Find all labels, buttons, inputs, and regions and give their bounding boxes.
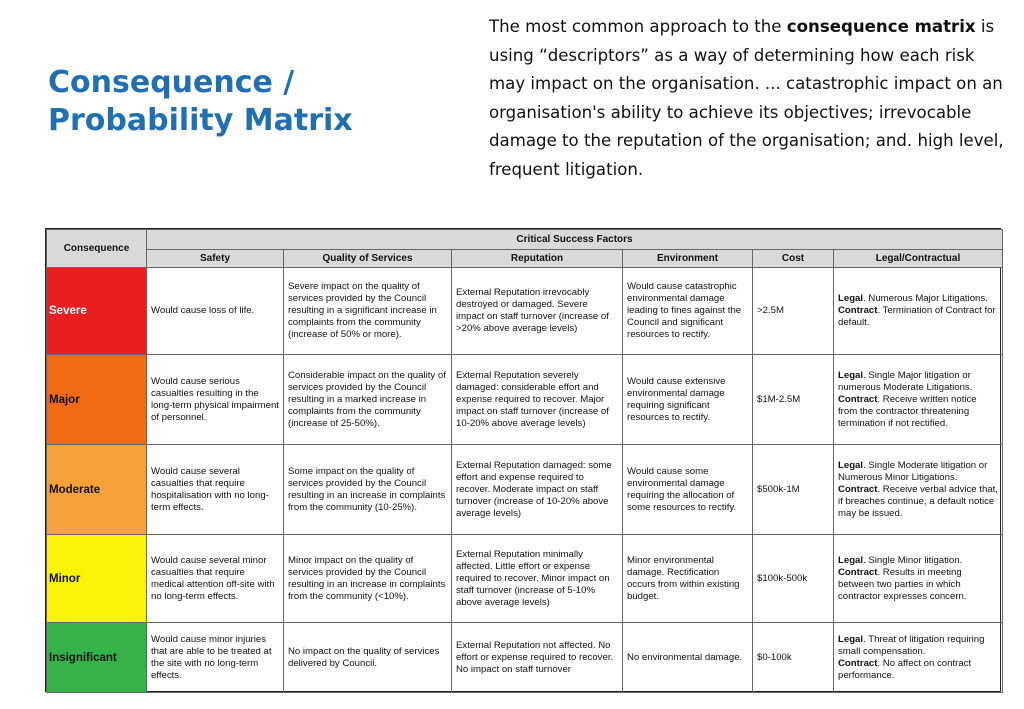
legal-label: Legal [838,633,864,645]
legal-line [838,460,998,484]
table-row [47,268,1003,355]
cell-environment: No environmental damage. [623,623,753,693]
cell-reputation: External Reputation severely damaged: considerable effort and expense required to recover. Major impact on staff turnover (increase of 10-20% above average levels) [452,355,623,445]
cell-safety: Would cause minor injuries that are able to be treated at the site with no long-term effects. [147,623,284,693]
legal-line [838,293,998,305]
intro-bold-term: consequence matrix [786,17,976,36]
cell-legal [834,623,1003,693]
legal-label: Legal [838,554,864,566]
cell-quality: Severe impact on the quality of services provided by the Council resulting in a significant increase in complaints from the community (increase of 50% or more). [284,268,452,355]
column-header-cost: Cost [753,250,834,268]
level-severe: Severe [47,268,147,355]
legal-label: Legal [838,369,864,381]
table-row [47,355,1003,445]
cell-reputation: External Reputation damaged: some effort and expense required to recover. Moderate impact on staff turnover (increase of 10-20% above average levels) [452,445,623,535]
cell-cost: >2.5M [753,268,834,355]
table-row [47,445,1003,535]
column-header-environment: Environment [623,250,753,268]
cell-legal [834,355,1003,445]
csf-header: Critical Success Factors [147,230,1003,250]
cell-legal [834,445,1003,535]
cell-cost: $500k-1M [753,445,834,535]
legal-label: Legal [838,459,864,471]
legal-label: Legal [838,293,864,304]
cell-environment: Would cause catastrophic environmental damage leading to fines against the Council and significant resources to rectify. [623,268,753,355]
contract-line [838,305,998,329]
contract-label: Contract [838,393,878,405]
cell-quality: Minor impact on the quality of services provided by the Council resulting in an increase in complaints from the community (<10%). [284,535,452,623]
contract-text: . Results in meeting between two parties in which contractor expresses concern. [838,566,967,602]
level-major: Major [47,355,147,445]
cell-quality: No impact on the quality of services delivered by Council. [284,623,452,693]
legal-text: . Single Moderate litigation or Numerous Minor Litigations. [838,459,988,483]
table-row [47,535,1003,623]
cell-legal [834,535,1003,623]
contract-line [838,484,998,520]
cell-cost: $1M-2.5M [753,355,834,445]
cell-reputation: External Reputation irrevocably destroyed or damaged. Severe impact on staff turnover (increase of >20% above average levels) [452,268,623,355]
legal-line [838,370,998,394]
contract-label: Contract [838,305,878,316]
cell-cost: $0-100k [753,623,834,693]
cell-safety: Would cause several minor casualties that require medical attention off-site with no long-term effects. [147,535,284,623]
contract-text: . Termination of Contract for default. [838,305,996,328]
contract-label: Contract [838,483,878,495]
cell-quality: Considerable impact on the quality of services provided by the Council resulting in a marked increase in complaints from the community (increase of 25-50%). [284,355,452,445]
legal-text: . Single Minor litigation. [863,554,963,566]
cell-environment: Minor environmental damage. Rectification occurs from within existing budget. [623,535,753,623]
contract-line [838,658,998,682]
page-title [48,64,428,140]
column-header-safety: Safety [147,250,284,268]
level-moderate: Moderate [47,445,147,535]
legal-text: . Threat of litigation requiring small compensation. [838,633,985,657]
cell-cost: $100k-500k [753,535,834,623]
legal-line [838,634,998,658]
contract-line [838,394,998,430]
matrix-table [46,229,1003,693]
intro-text-start: The most common approach to the [489,17,787,36]
cell-environment: Would cause extensive environmental damage requiring significant resources to rectify. [623,355,753,445]
contract-label: Contract [838,566,878,578]
intro-paragraph [489,13,1009,185]
column-header-legal: Legal/Contractual [834,250,1003,268]
consequence-header: Consequence [47,230,147,268]
contract-line [838,567,998,603]
intro-text-end: is using “descriptors” as a way of determining how each risk may impact on the organisation. ... catastrophic impact on an organisation's ability to achieve its objectives; irrevocable damage to the reputation of the organisation; and. high level, frequent litigation. [489,17,1004,179]
level-insignificant: Insignificant [47,623,147,693]
cell-reputation: External Reputation not affected. No effort or expense required to recover. No impact on staff turnover [452,623,623,693]
column-header-reputation: Reputation [452,250,623,268]
cell-legal [834,268,1003,355]
contract-label: Contract [838,657,878,669]
cell-safety: Would cause loss of life. [147,268,284,355]
contract-text: . No affect on contract performance. [838,657,972,681]
cell-safety: Would cause several casualties that require hospitalisation with no long-term effects. [147,445,284,535]
column-header-quality: Quality of Services [284,250,452,268]
page-title-line-2: Probability Matrix [48,103,353,138]
legal-line [838,555,998,567]
consequence-matrix [45,228,1001,692]
cell-environment: Would cause some environmental damage requiring the allocation of some resources to rectify. [623,445,753,535]
cell-safety: Would cause serious casualties resulting in the long-term physical impairment of personnel. [147,355,284,445]
legal-text: . Numerous Major Litigations. [863,293,988,304]
cell-quality: Some impact on the quality of services provided by the Council resulting in an increase in complaints from the community (10-25%). [284,445,452,535]
legal-text: . Single Major litigation or numerous Moderate Litigations. [838,369,973,393]
page-title-line-1: Consequence / [48,65,295,100]
cell-reputation: External Reputation minimally affected. Little effort or expense required to recover. Minor impact on staff turnover (increase of 5-10% above average levels) [452,535,623,623]
contract-text: . Receive written notice from the contractor threatening termination if not rectified. [838,393,977,429]
table-row [47,623,1003,693]
contract-text: . Receive verbal advice that, if breaches continue, a default notice may be issued. [838,483,998,519]
level-minor: Minor [47,535,147,623]
